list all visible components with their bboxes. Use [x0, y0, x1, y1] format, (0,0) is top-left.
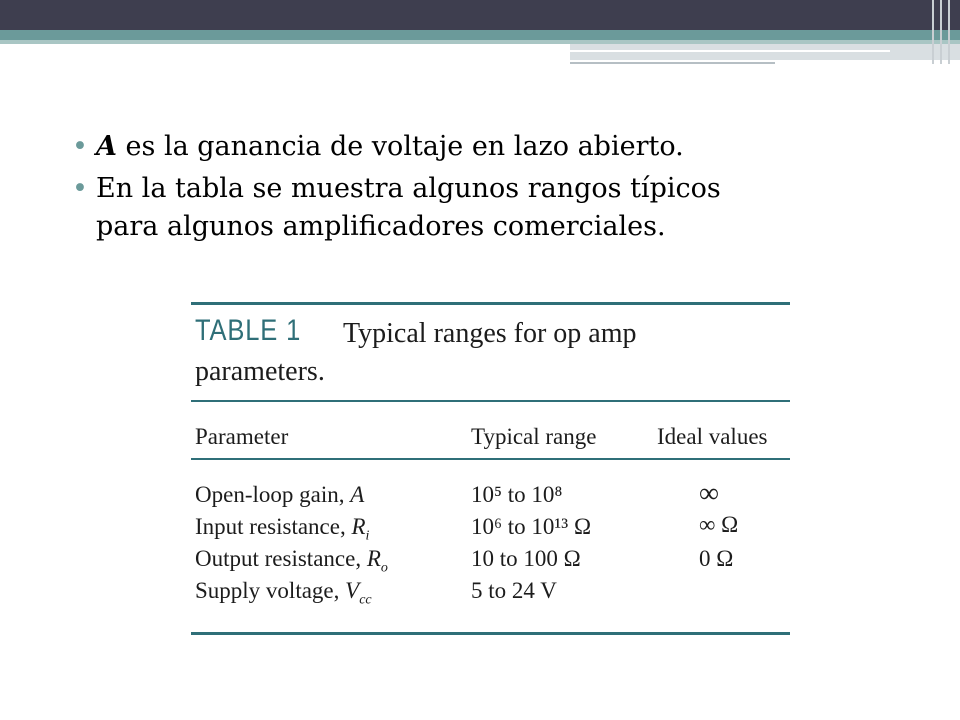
table-row-parameter: Open-loop gain, A	[195, 482, 365, 507]
table-rule	[191, 458, 790, 460]
header-band-line	[570, 62, 775, 64]
bullet-lead-symbol: A	[96, 131, 117, 162]
bullet-item	[72, 170, 892, 246]
table-row-range: 10⁶ to 10¹³ Ω	[471, 514, 592, 539]
header-vertical-line	[948, 0, 950, 64]
table-caption: Typical ranges for op amp	[343, 318, 637, 349]
table-row-range: 10⁵ to 10⁸	[471, 482, 563, 507]
column-header-typical-range: Typical range	[471, 424, 597, 449]
table-row-ideal: ∞	[699, 478, 719, 509]
header-band-teal	[0, 30, 960, 40]
table-rule-top	[191, 302, 790, 305]
table-row-ideal: ∞ Ω	[699, 512, 739, 537]
bullet-text: En la tabla se muestra algunos rangos típicos	[96, 173, 721, 204]
column-header-parameter: Parameter	[195, 424, 289, 449]
table-row-parameter: Output resistance, $R_o$	[195, 546, 388, 576]
header-vertical-line	[940, 0, 942, 64]
bullet-text: para algunos amplificadores comerciales.	[96, 211, 666, 242]
table-label: TABLE 1	[195, 314, 302, 347]
table-row-range: 5 to 24 V	[471, 578, 557, 603]
bullet-dot: •	[72, 173, 88, 204]
bullet-item	[72, 128, 892, 166]
header-band-under	[570, 44, 960, 60]
table-rule	[191, 400, 790, 402]
table-row-ideal: 0 Ω	[699, 546, 734, 571]
table-rule-bottom	[191, 632, 790, 635]
table-row-range: 10 to 100 Ω	[471, 546, 581, 571]
table-row-parameter: Supply voltage, $V_{cc}$	[195, 578, 372, 608]
table-caption: parameters.	[195, 356, 325, 387]
table-row-parameter: Input resistance, $R_i$	[195, 514, 370, 544]
column-header-ideal-values: Ideal values	[657, 424, 768, 449]
header-band-line	[570, 50, 890, 52]
bullet-list	[72, 128, 892, 250]
header-band-dark	[0, 0, 960, 30]
bullet-dot: •	[72, 131, 88, 162]
header-vertical-line	[932, 0, 934, 64]
bullet-text: es la ganancia de voltaje en lazo abierto.	[116, 131, 684, 162]
